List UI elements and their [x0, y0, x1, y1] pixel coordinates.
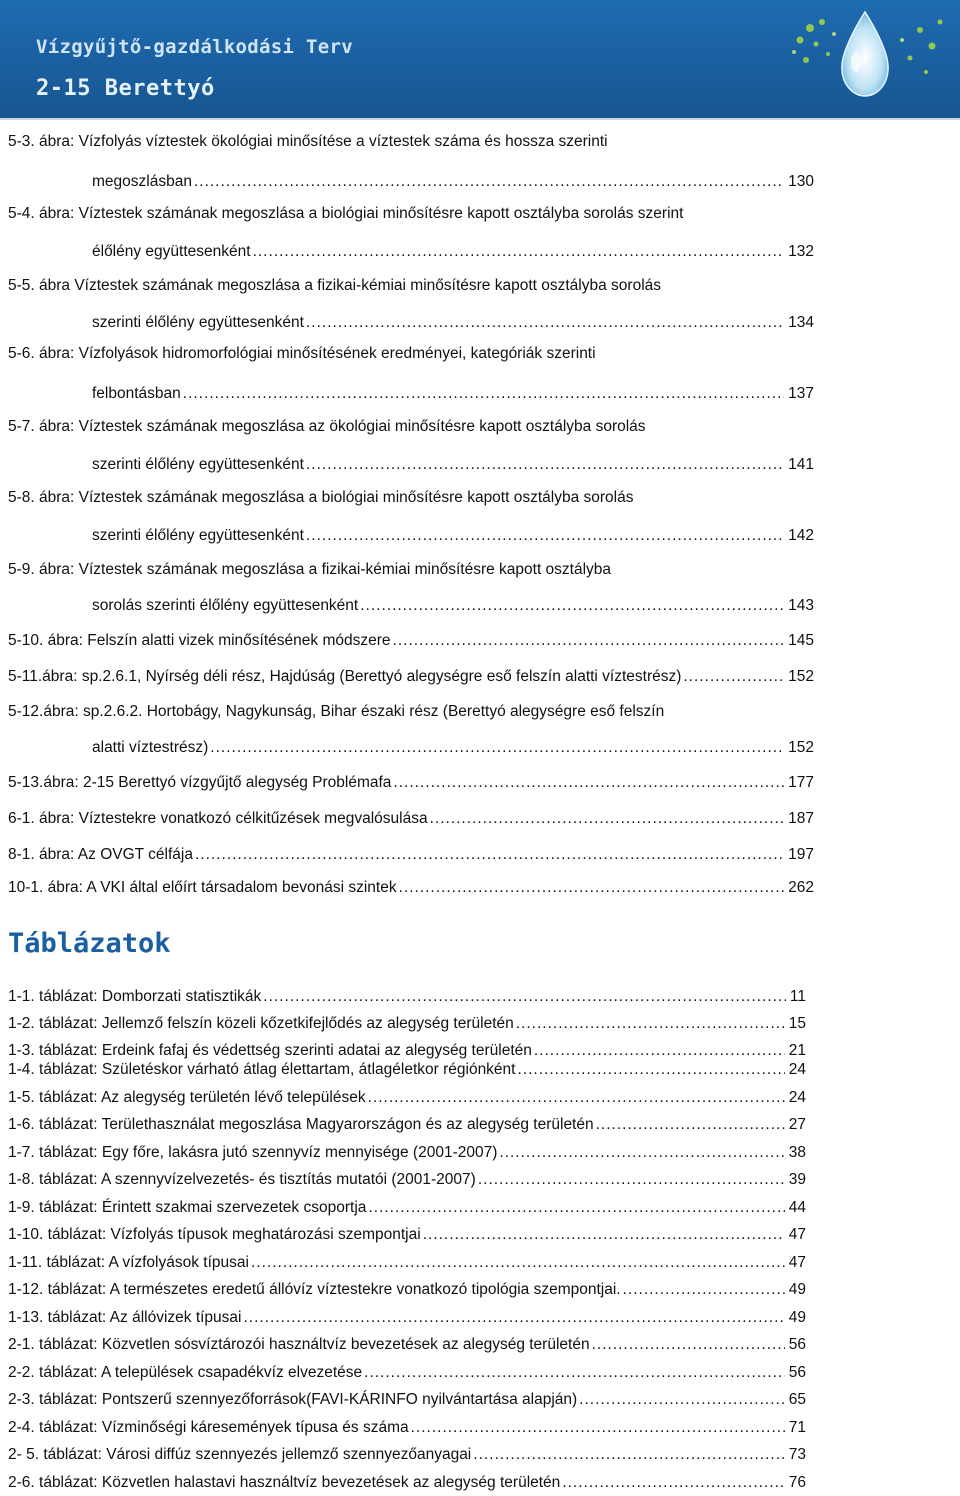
table-entry[interactable] [8, 988, 806, 1006]
figure-entry[interactable] [92, 243, 814, 261]
table-entry-text: 1-3. táblázat: Erdeink fafaj és védettség szerinti adatai az alegység területén [8, 1042, 532, 1059]
table-entry[interactable] [8, 1171, 806, 1189]
figure-entry-text: sorolás szerinti élőlény együttesenként [92, 597, 359, 614]
figure-entry[interactable] [92, 173, 814, 191]
header-title: Vízgyűjtő-gazdálkodási Terv [36, 36, 353, 58]
table-entry[interactable] [8, 1015, 806, 1033]
dot-leader [517, 1061, 784, 1079]
figure-entry[interactable] [8, 846, 814, 864]
table-entry-text: 1-11. táblázat: A vízfolyások típusai [8, 1254, 249, 1271]
page-number: 76 [788, 1474, 806, 1491]
table-entry-text: 1-2. táblázat: Jellemző felszín közeli kőzetkifejlődés az alegység területén [8, 1015, 514, 1032]
dot-leader [399, 879, 785, 897]
dot-leader [430, 810, 785, 828]
table-entry[interactable] [8, 1226, 806, 1244]
page-number: 141 [788, 456, 814, 473]
figure-entry-line1[interactable]: 5-12.ábra: sp.2.6.2. Hortobágy, Nagykunság, Bihar északi rész (Berettyó alegységre eső felszín [8, 703, 665, 720]
page-number: 47 [788, 1254, 806, 1271]
page-number: 134 [788, 314, 814, 331]
tables-heading: Táblázatok [8, 928, 171, 959]
page-number: 39 [788, 1171, 806, 1188]
figure-entry-line1[interactable]: 5-5. ábra Víztestek számának megoszlása a fizikai-kémiai minősítésre kapott osztályba sorolás [8, 277, 662, 294]
page-number: 24 [788, 1089, 806, 1106]
table-entry-text: 1-1. táblázat: Domborzati statisztikák [8, 988, 262, 1005]
figure-entry-text: megoszlásban [92, 173, 192, 190]
page-number: 47 [788, 1226, 806, 1243]
dot-leader [534, 1042, 785, 1060]
page-number: 49 [788, 1309, 806, 1326]
page-number: 56 [788, 1336, 806, 1353]
dot-leader [562, 1474, 784, 1492]
dot-leader [579, 1391, 785, 1409]
figure-entry-line1[interactable]: 5-6. ábra: Vízfolyások hidromorfológiai minősítésének eredményei, kategóriák szerinti [8, 345, 596, 362]
figure-entry-text: szerinti élőlény együttesenként [92, 456, 304, 473]
dot-leader [592, 1336, 785, 1354]
table-entry-text: 1-10. táblázat: Vízfolyás típusok meghatározási szempontjai [8, 1226, 421, 1243]
page-number: 73 [788, 1446, 806, 1463]
page-number: 142 [788, 527, 814, 544]
page-number: 130 [788, 173, 814, 190]
table-entry-text: 2-3. táblázat: Pontszerű szennyezőforrások(FAVI-KÁRINFO nyilvántartása alapján) [8, 1391, 578, 1408]
dot-leader [623, 1281, 785, 1299]
dot-leader [596, 1116, 785, 1134]
dot-leader [411, 1419, 785, 1437]
dot-leader [478, 1171, 785, 1189]
figure-entry-line1[interactable]: 5-3. ábra: Vízfolyás víztestek ökológiai minősítése a víztestek száma és hossza szerinti [8, 133, 608, 150]
page-number: 132 [788, 243, 814, 260]
dot-leader [306, 527, 784, 545]
figure-entry-line1[interactable]: 5-9. ábra: Víztestek számának megoszlása a fizikai-kémiai minősítésre kapott osztályba [8, 561, 612, 578]
page-number: 27 [788, 1116, 806, 1133]
page-number: 24 [788, 1061, 806, 1078]
page-number: 11 [789, 988, 806, 1005]
figure-entry[interactable] [92, 597, 814, 615]
figure-entry-text: szerinti élőlény együttesenként [92, 314, 304, 331]
table-entry[interactable] [8, 1336, 806, 1354]
dot-leader [251, 1254, 785, 1272]
table-entry[interactable] [8, 1042, 806, 1060]
figure-entry[interactable] [92, 385, 814, 403]
figure-entry-line1[interactable]: 5-8. ábra: Víztestek számának megoszlása a biológiai minősítésre kapott osztályba sorolás [8, 489, 634, 506]
figure-entry[interactable] [8, 810, 814, 828]
table-entry-text: 2-1. táblázat: Közvetlen sósvíztározói használtvíz bevezetések az alegység területén [8, 1336, 590, 1353]
figure-entry-text: élőlény együttesenként [92, 243, 251, 260]
figure-entry[interactable] [92, 314, 814, 332]
page-number: 143 [788, 597, 814, 614]
figure-entry[interactable] [8, 668, 814, 686]
dot-leader [516, 1015, 785, 1033]
table-entry-text: 2-4. táblázat: Vízminőségi káresemények típusa és száma [8, 1419, 409, 1436]
figure-entry-text: felbontásban [92, 385, 181, 402]
table-entry[interactable] [8, 1419, 806, 1437]
dot-leader [393, 774, 784, 792]
page-number: 152 [788, 668, 814, 685]
table-entry-text: 1-4. táblázat: Születéskor várható átlag élettartam, átlagéletkor régiónként [8, 1061, 516, 1078]
dot-leader [244, 1309, 785, 1327]
dot-leader [263, 988, 786, 1006]
dot-leader [194, 173, 784, 191]
table-entry-text: 1-13. táblázat: Az állóvizek típusai [8, 1309, 242, 1326]
dot-leader [364, 1364, 785, 1382]
figure-entry-text: 5-11.ábra: sp.2.6.1, Nyírség déli rész, Hajdúság (Berettyó alegységre eső felszín alatti víztestrész) [8, 668, 682, 685]
dot-leader [423, 1226, 785, 1244]
figure-entry-line1[interactable]: 5-7. ábra: Víztestek számának megoszlása az ökológiai minősítésre kapott osztályba sorolás [8, 418, 646, 435]
page-number: 262 [788, 879, 814, 896]
figure-entry-text: alatti víztestrész) [92, 739, 209, 756]
dot-leader [499, 1144, 784, 1162]
water-drop-logo-icon [770, 0, 960, 118]
table-entry[interactable] [8, 1116, 806, 1134]
page-header [0, 0, 960, 118]
dot-leader [210, 739, 784, 757]
dot-leader [360, 597, 784, 615]
table-entry-text: 2-2. táblázat: A települések csapadékvíz elvezetése [8, 1364, 363, 1381]
page-number: 49 [788, 1281, 806, 1298]
page-number: 152 [788, 739, 814, 756]
dot-leader [683, 668, 784, 686]
page-number: 56 [788, 1364, 806, 1381]
figure-entry-text: 10-1. ábra: A VKI által előírt társadalom bevonási szintek [8, 879, 397, 896]
table-entry[interactable] [8, 1089, 806, 1107]
page-number: 65 [788, 1391, 806, 1408]
page-number: 187 [788, 810, 814, 827]
table-entry[interactable] [8, 1309, 806, 1327]
table-entry-text: 1-12. táblázat: A természetes eredetű állóvíz víztestekre vonatkozó tipológia szempontjai. [8, 1281, 621, 1298]
figure-entry[interactable] [8, 632, 814, 650]
table-entry-text: 1-7. táblázat: Egy főre, lakásra jutó szennyvíz mennyisége (2001-2007) [8, 1144, 498, 1161]
table-entry[interactable] [8, 1364, 806, 1382]
table-entry[interactable] [8, 1254, 806, 1272]
figure-entry[interactable] [92, 456, 814, 474]
page-number: 21 [788, 1042, 806, 1059]
page-number: 38 [788, 1144, 806, 1161]
page-number: 71 [788, 1419, 806, 1436]
dot-leader [183, 385, 784, 403]
page-number: 197 [788, 846, 814, 863]
header-divider [0, 118, 960, 120]
figure-entry-text: 5-13.ábra: 2-15 Berettyó vízgyűjtő alegység Problémafa [8, 774, 392, 791]
table-entry[interactable] [8, 1474, 806, 1492]
dot-leader [368, 1089, 785, 1107]
table-entry[interactable] [8, 1391, 806, 1409]
table-entry[interactable] [8, 1446, 806, 1464]
figure-entry[interactable] [8, 774, 814, 792]
page-number: 15 [788, 1015, 806, 1032]
page-number: 145 [788, 632, 814, 649]
table-entry-text: 1-9. táblázat: Érintett szakmai szervezetek csoportja [8, 1199, 367, 1216]
dot-leader [306, 314, 784, 332]
table-entry-text: 2-6. táblázat: Közvetlen halastavi használtvíz bevezetések az alegység területén [8, 1474, 561, 1491]
table-entry-text: 1-5. táblázat: Az alegység területén lévő települések [8, 1089, 366, 1106]
table-entry[interactable] [8, 1061, 806, 1079]
figure-entry-line1[interactable]: 5-4. ábra: Víztestek számának megoszlása a biológiai minősítésre kapott osztályba sorolás szerint [8, 205, 684, 222]
table-entry[interactable] [8, 1144, 806, 1162]
figure-entry-text: 6-1. ábra: Víztestekre vonatkozó célkitűzések megvalósulása [8, 810, 428, 827]
header-subtitle: 2-15 Berettyó [36, 76, 215, 101]
figure-entry-text: 8-1. ábra: Az OVGT célfája [8, 846, 193, 863]
table-entry-text: 2- 5. táblázat: Városi diffúz szennyezés jellemző szennyezőanyagai [8, 1446, 472, 1463]
figure-entry-text: szerinti élőlény együttesenként [92, 527, 304, 544]
table-entry-text: 1-8. táblázat: A szennyvízelvezetés- és tisztítás mutatói (2001-2007) [8, 1171, 476, 1188]
figure-entry[interactable] [8, 879, 814, 897]
figure-entry[interactable] [92, 739, 814, 757]
page-number: 177 [788, 774, 814, 791]
dot-leader [253, 243, 785, 261]
table-entry-text: 1-6. táblázat: Területhasználat megoszlása Magyarországon és az alegység területén [8, 1116, 594, 1133]
page-number: 137 [788, 385, 814, 402]
dot-leader [195, 846, 784, 864]
figure-entry[interactable] [92, 527, 814, 545]
dot-leader [368, 1199, 784, 1217]
table-entry[interactable] [8, 1281, 806, 1299]
dot-leader [393, 632, 785, 650]
dot-leader [473, 1446, 784, 1464]
figure-entry-text: 5-10. ábra: Felszín alatti vizek minősítésének módszere [8, 632, 391, 649]
page-number: 44 [788, 1199, 806, 1216]
table-entry[interactable] [8, 1199, 806, 1217]
dot-leader [306, 456, 784, 474]
